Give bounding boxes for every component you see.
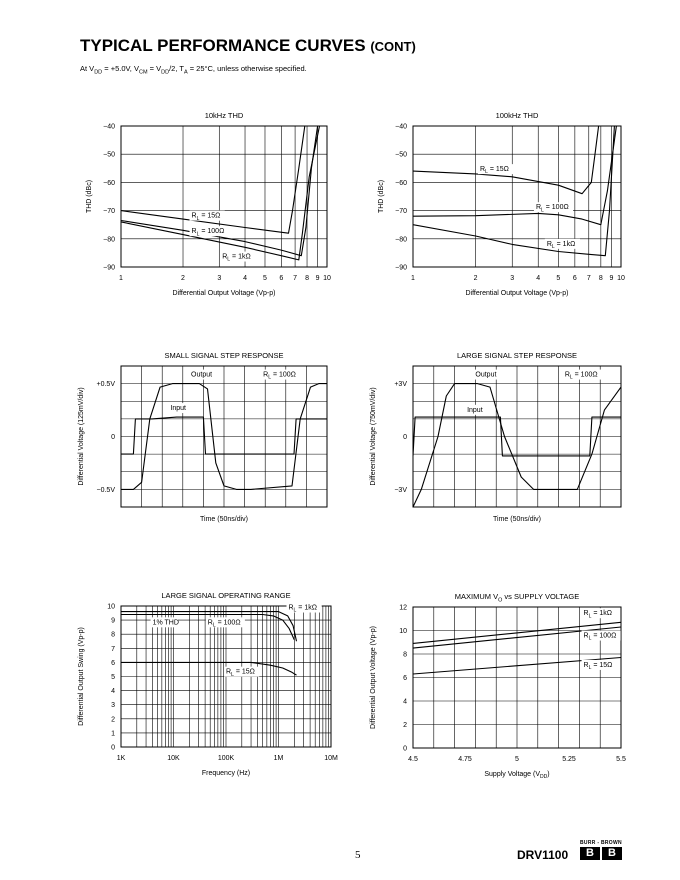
x-axis-label: Differential Output Voltage (Vp-p) [465,290,569,297]
y-tick-label: +3V [394,381,407,389]
x-tick-label: 5 [515,756,519,763]
y-tick-label: 0 [403,434,407,441]
x-tick-label: 1 [119,275,123,282]
x-tick-label: 2 [473,275,478,282]
x-tick-label: 3 [217,275,222,282]
chart-grid [413,607,621,748]
x-tick-label: 10 [617,275,625,282]
y-tick-label: 5 [111,674,115,681]
x-tick-label: 9 [315,275,320,282]
y-tick-label: 0 [111,744,115,752]
y-tick-label: −40 [395,123,407,131]
y-tick-label: 6 [403,675,407,682]
brand-mark-letter: B [580,847,600,860]
annotation-label: $R_L = 100\Omega$ [535,204,569,214]
y-axis-label: THD (dBc) [378,179,385,214]
y-tick-label: 8 [111,631,115,639]
conditions-text: = V [147,64,162,73]
y-tick-label: 0 [403,745,407,753]
page-number: 5 [355,849,361,861]
y-tick-label: 7 [111,645,115,653]
annotation-label: $R_L = 15\Omega$ [583,661,613,672]
annotation-label: $R_L = 100\Omega$ [263,371,296,381]
plot-frame [121,126,327,267]
annotation-label: $R_L = 1k\Omega$ [546,240,576,250]
conditions-subscript: DD [161,69,170,76]
chart-title: SMALL SIGNAL STEP RESPONSE [164,351,284,360]
chart-title: LARGE SIGNAL OPERATING RANGE [161,591,291,600]
x-tick-label: 10 [323,275,331,282]
y-tick-label: 2 [111,716,115,724]
x-axis-label: Frequency (Hz) [201,770,251,777]
annotation-label: $R_L = 1k\Omega$ [583,610,613,620]
annotation-label: $R_L = 15\Omega$ [191,212,221,222]
x-tick-label: 5.5 [616,756,626,763]
y-axis-label: Differential Output Voltage (Vp-p) [370,626,377,729]
x-tick-label: 4 [536,275,541,282]
y-tick-label: 9 [111,617,115,625]
chart-title: 10kHz THD [204,111,244,120]
y-tick-label: −80 [103,236,115,244]
y-tick-label: −60 [395,179,407,187]
annotation-label: $R_L = 1k\Omega$ [222,253,251,263]
y-tick-label: −40 [103,123,115,131]
x-tick-label: 6 [572,275,577,282]
x-tick-label: 3 [510,275,515,282]
annotation-label: 1% THD [152,619,179,627]
y-tick-label: −60 [103,179,115,187]
y-axis-label: Differential Voltage (750mV/div) [370,387,377,486]
y-tick-label: −70 [395,208,407,216]
y-tick-label: 3 [111,702,115,710]
x-tick-label: 5 [263,275,267,282]
x-axis-label: Supply Voltage $(V_{DD})$ [484,771,550,781]
annotation-label: Output [191,371,213,379]
y-tick-label: −50 [103,151,115,159]
chart-6 [370,592,626,780]
x-axis-label: Differential Output Voltage (Vp-p) [172,290,276,297]
brand-logo [580,840,622,860]
series-line-rl-100 [413,126,616,225]
x-axis-label: Time (50ns/div) [200,516,248,523]
y-axis-label: Differential Voltage (125mV/div) [78,387,85,486]
y-tick-label: −0.5V [96,486,115,494]
y-tick-label: 12 [399,604,407,612]
x-tick-label: 5.25 [562,756,576,763]
y-tick-label: 6 [111,659,115,667]
annotation-label: $R_L = 15\Omega$ [480,166,509,176]
chart-3 [78,351,327,523]
brand-mark-letter: B [602,847,622,860]
y-tick-label: 10 [107,603,115,611]
annotation-label: $R_L = 15\Omega$ [226,668,255,678]
conditions-subscript: DD [94,69,103,76]
x-tick-label: 8 [598,275,603,282]
annotation-label: $R_L = 100\Omega$ [191,228,225,238]
conditions-text: /2, T [169,64,184,73]
x-tick-label: 4 [243,275,247,282]
x-tick-label: 1 [411,275,415,282]
conditions-text: = 25°C, unless otherwise specified. [187,64,307,73]
y-tick-label: 4 [111,688,115,696]
conditions-subscript: A [183,69,188,76]
conditions-text: = +5.0V, V [102,64,139,73]
y-tick-label: −50 [395,151,407,159]
annotation-label: $R_L = 100\Omega$ [564,371,598,381]
x-tick-label: 7 [586,275,591,282]
x-tick-label: 7 [293,275,298,282]
x-tick-label: 9 [609,275,614,282]
conditions-text: At V [80,64,95,73]
brand-name: BURR - BROWN [580,840,622,846]
y-tick-label: 0 [111,434,115,441]
y-tick-label: −3V [394,486,407,494]
brand-mark [580,847,622,860]
y-axis-label: THD (dBc) [86,179,93,214]
series-line-rl-15 [413,126,599,194]
y-tick-label: 8 [403,651,407,659]
x-tick-label: 6 [279,275,284,282]
chart-2 [378,111,625,297]
y-tick-label: 4 [403,698,407,706]
annotation-label: Input [170,405,187,413]
y-axis-label: Differential Output Swing (Vp-p) [78,627,85,726]
chart-title: LARGE SIGNAL STEP RESPONSE [456,351,578,360]
x-tick-label: 2 [181,275,185,282]
y-tick-label: 2 [403,722,407,729]
x-tick-label: 100K [217,755,235,762]
y-tick-label: −70 [103,208,115,216]
series-line-rl-1k [121,126,320,260]
annotation-label: Input [467,406,483,414]
y-tick-label: −90 [395,264,407,272]
chart-1 [86,111,331,297]
annotation-label: $R_L = 1k\Omega$ [288,604,317,614]
x-tick-label: 10K [167,755,180,762]
chart-grid [413,126,621,267]
x-tick-label: 5 [556,275,561,282]
annotation-label: $R_L = 100\Omega$ [207,619,241,629]
chart-grid [413,366,621,507]
x-tick-label: 10M [324,755,338,762]
x-tick-label: 1K [116,755,126,762]
y-tick-label: 10 [399,628,407,635]
part-number: DRV1100 [517,848,569,862]
x-tick-label: 4.75 [458,756,472,763]
plot-frame [413,126,621,267]
chart-grid [121,126,327,267]
title-suffix: (CONT) [370,39,416,54]
y-tick-label: −90 [103,264,115,272]
y-tick-label: 1 [111,730,115,738]
x-tick-label: 8 [305,275,309,282]
chart-4 [370,351,621,523]
chart-title: MAXIMUM $V_O$ vs SUPPLY VOLTAGE [454,592,580,604]
conditions-subscript: CM [138,69,148,76]
annotation-label: $R_L = 100\Omega$ [583,632,617,642]
y-tick-label: +0.5V [96,381,115,389]
annotation-label: Output [475,371,497,379]
x-tick-label: 1M [273,755,284,762]
chart-title: 100kHz THD [495,111,539,120]
x-tick-label: 4.5 [408,756,418,763]
title-main: TYPICAL PERFORMANCE CURVES [80,36,366,55]
chart-5 [78,591,338,777]
y-tick-label: −80 [395,236,407,244]
x-axis-label: Time (50ns/div) [493,516,541,523]
